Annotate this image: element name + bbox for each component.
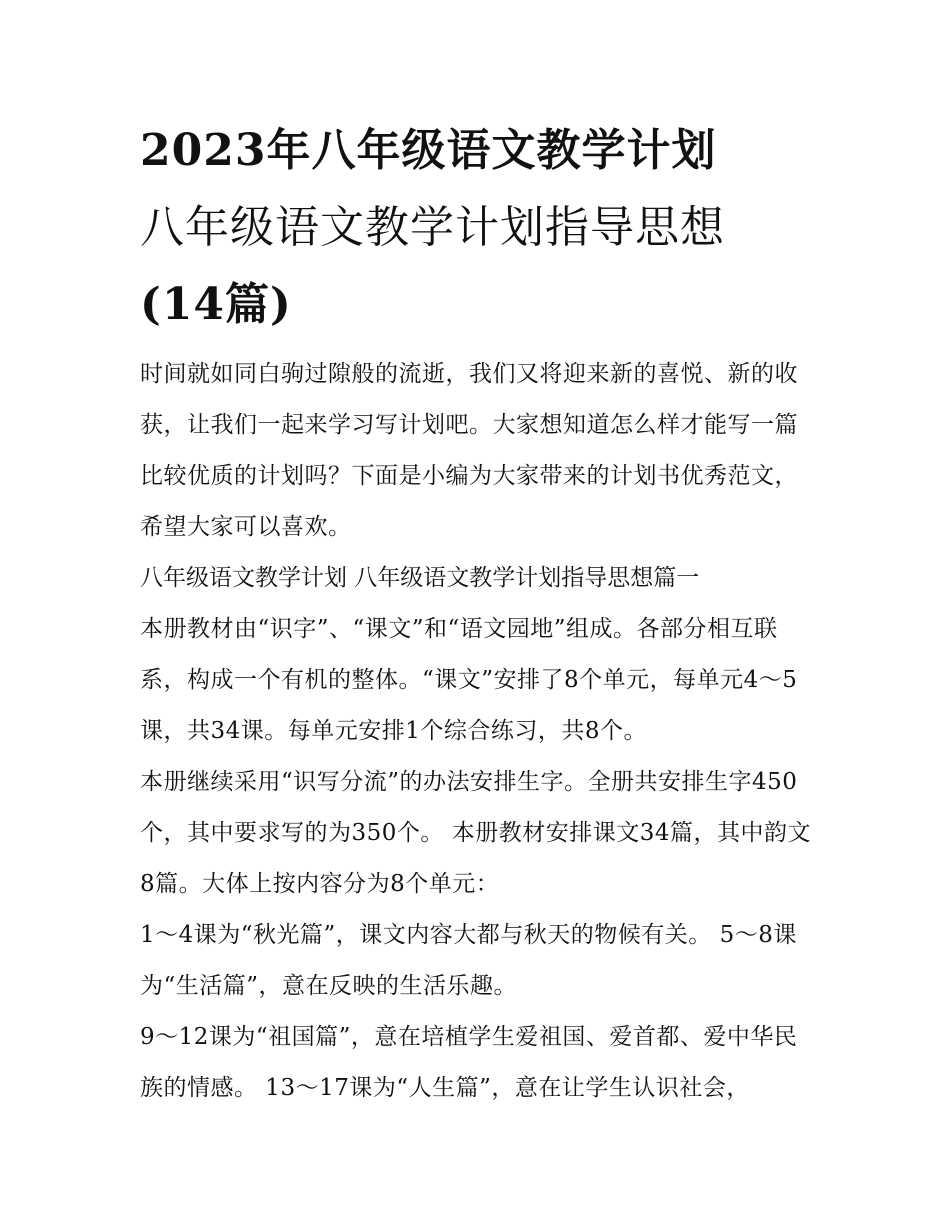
title-line-3: (14篇) — [140, 279, 292, 330]
title-line-1: 2023年八年级语文教学计划 — [140, 125, 717, 176]
section-heading: 八年级语文教学计划 八年级语文教学计划指导思想篇一 — [140, 565, 700, 591]
document-title — [140, 112, 812, 343]
body-paragraph: 本册继续采用“识写分流”的办法安排生字。全册共安排生字450个，其中要求写的为350个。 本册教材安排课文34篇，其中韵文8篇。大体上按内容分为8个单元： — [140, 769, 811, 897]
title-line-2: 八年级语文教学计划指导思想 — [140, 202, 725, 253]
body-paragraph: 9～12课为“祖国篇”，意在培植学生爱祖国、爱首都、爱中华民族的情感。 13～17课为“人生篇”，意在让学生认识社会， — [140, 1024, 798, 1101]
intro-paragraph: 时间就如同白驹过隙般的流逝，我们又将迎来新的喜悦、新的收获，让我们一起来学习写计划吧。大家想知道怎么样才能写一篇比较优质的计划吗？下面是小编为大家带来的计划书优秀范文，希望大家可以喜欢。 — [140, 361, 798, 540]
body-paragraph: 1～4课为“秋光篇”，课文内容大都与秋天的物候有关。 5～8课为“生活篇”，意在反映的生活乐趣。 — [140, 922, 797, 999]
body-paragraph: 本册教材由“识字”、“课文”和“语文园地”组成。各部分相互联系，构成一个有机的整体。“课文”安排了8个单元，每单元4～5课，共34课。每单元安排1个综合练习，共8个。 — [140, 616, 798, 744]
document-page — [140, 112, 812, 1114]
